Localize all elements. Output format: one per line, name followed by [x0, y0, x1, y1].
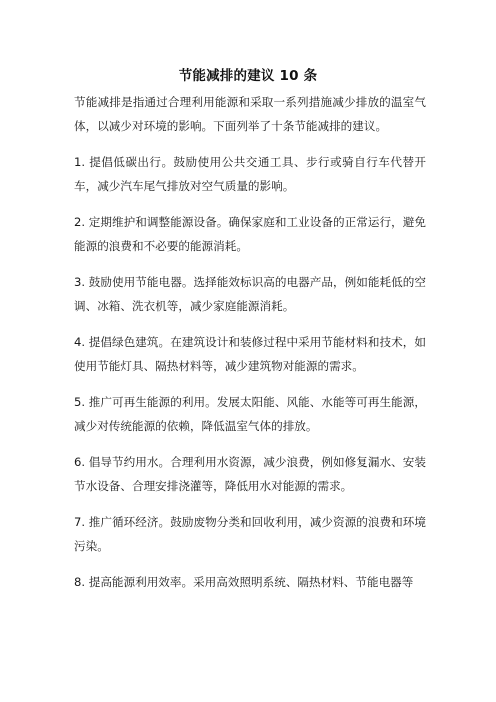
document-body — [74, 90, 426, 606]
suggestion-item-5: 5. 推广可再生能源的利用。发展太阳能、风能、水能等可再生能源，减少对传统能源的依赖，降低温室气体的排放。 — [74, 395, 426, 433]
suggestion-item-4: 4. 提倡绿色建筑。在建筑设计和装修过程中采用节能材料和技术，如使用节能灯具、隔热材料等，减少建筑物对能源的需求。 — [74, 335, 426, 373]
intro-paragraph: 节能减排是指通过合理利用能源和采取一系列措施减少排放的温室气体，以减少对环境的影响。下面列举了十条节能减排的建议。 — [74, 95, 426, 133]
suggestion-item-6: 6. 倡导节约用水。合理利用水资源，减少浪费，例如修复漏水、安装节水设备、合理安排浇灌等，降低用水对能源的需求。 — [74, 455, 426, 493]
suggestion-item-2: 2. 定期维护和调整能源设备。确保家庭和工业设备的正常运行，避免能源的浪费和不必要的能源消耗。 — [74, 215, 426, 253]
suggestion-item-3: 3. 鼓励使用节能电器。选择能效标识高的电器产品，例如能耗低的空调、冰箱、洗衣机等，减少家庭能源消耗。 — [74, 275, 426, 313]
suggestion-item-7: 7. 推广循环经济。鼓励废物分类和回收利用，减少资源的浪费和环境污染。 — [74, 515, 426, 553]
document-title: 节能减排的建议 10 条 — [178, 68, 318, 84]
suggestion-item-1: 1. 提倡低碳出行。鼓励使用公共交通工具、步行或骑自行车代替开车，减少汽车尾气排放对空气质量的影响。 — [74, 155, 426, 193]
suggestion-item-8: 8. 提高能源利用效率。采用高效照明系统、隔热材料、节能电器等 — [74, 575, 414, 589]
